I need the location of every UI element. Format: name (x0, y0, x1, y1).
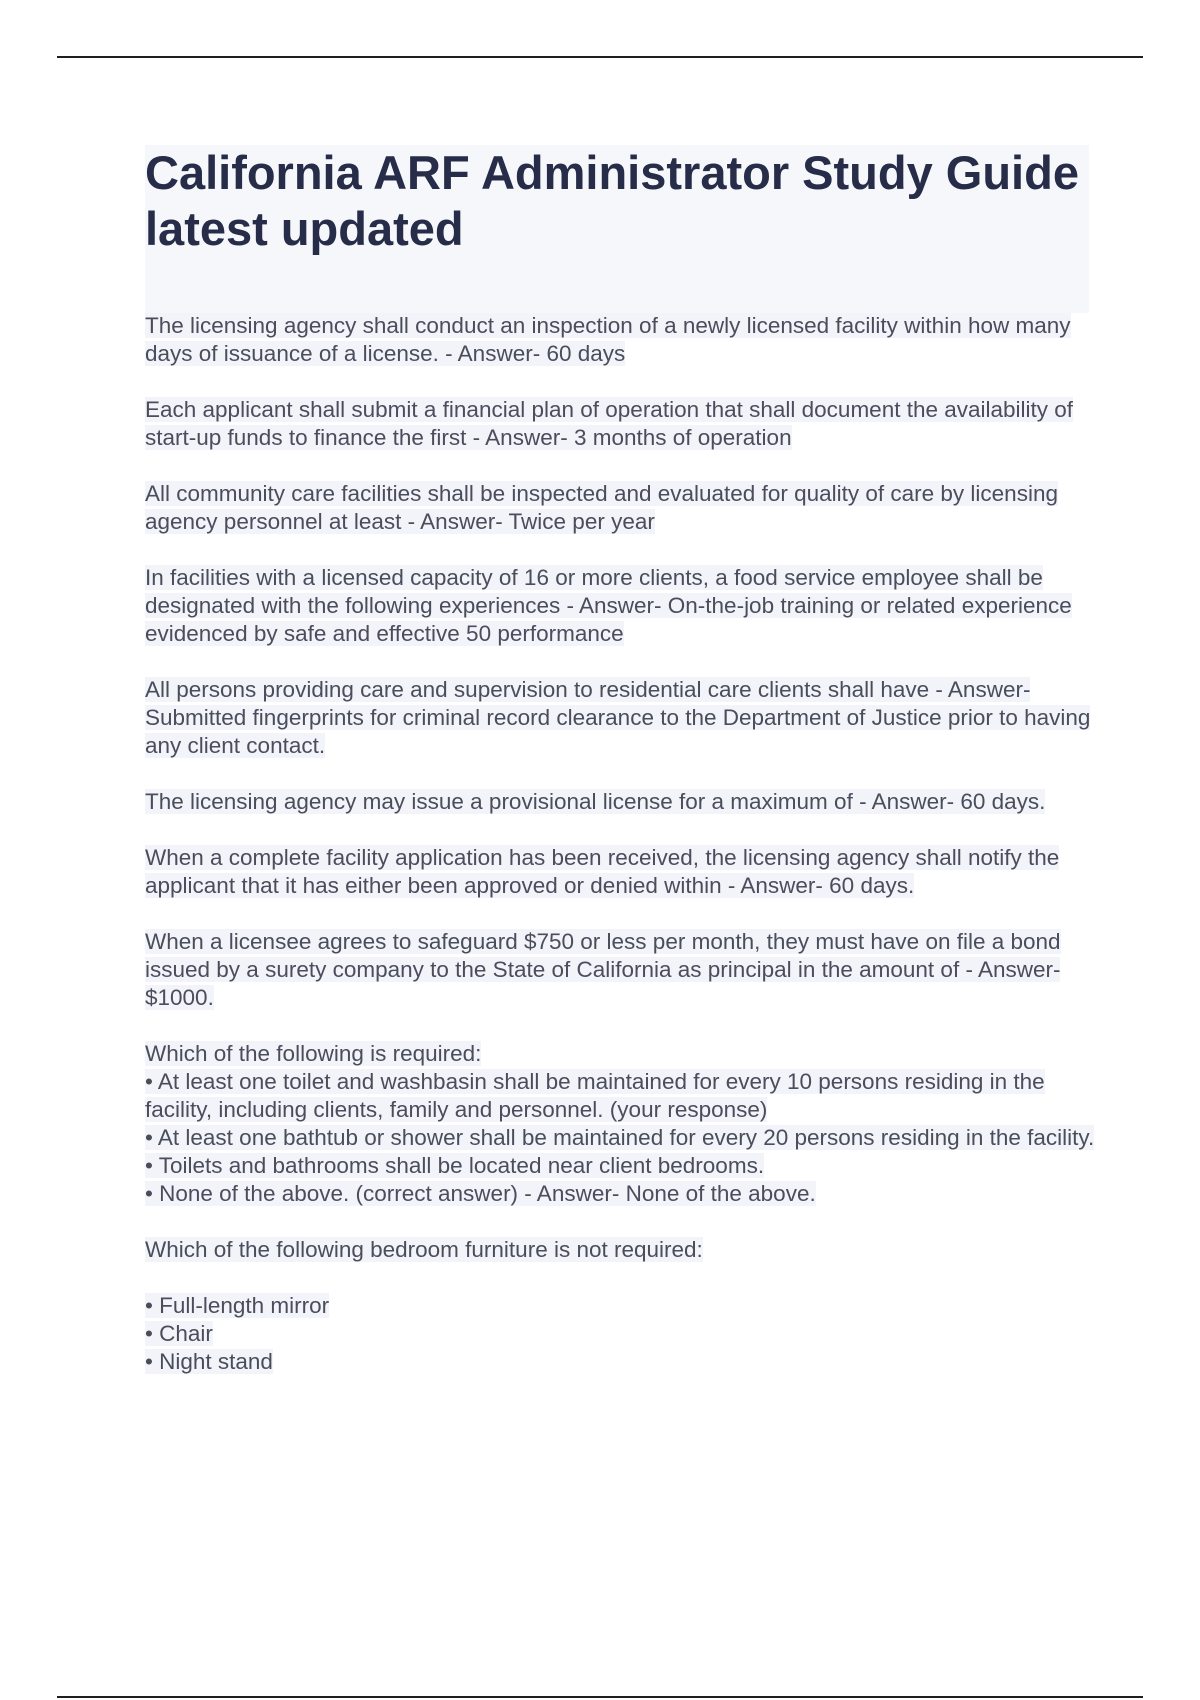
qa-paragraph (145, 844, 1095, 900)
option-item: • Toilets and bathrooms shall be located near client bedrooms. (145, 1153, 765, 1178)
qa-text: All community care facilities shall be inspected and evaluated for quality of care by licensing agency personnel at least - Answer- Twice per year (145, 481, 1058, 534)
option-item: • Chair (145, 1321, 213, 1346)
option-item: • Full-length mirror (145, 1293, 330, 1318)
qa-paragraph (145, 928, 1095, 1012)
qa-paragraph (145, 564, 1095, 648)
qa-text: Each applicant shall submit a financial plan of operation that shall document the availability of start-up funds to finance the first - Answer- 3 months of operation (145, 397, 1074, 450)
qa-paragraph (145, 788, 1095, 816)
option-item: • At least one bathtub or shower shall be maintained for every 20 persons residing in the facility. (145, 1125, 1095, 1150)
qa-paragraph (145, 480, 1095, 536)
qa-text: In facilities with a licensed capacity of 16 or more clients, a food service employee shall be designated with the following experiences - Answer- On-the-job training or related experience evidenced by safe and effective 50 performance (145, 565, 1072, 646)
qa-paragraph (145, 312, 1095, 368)
qa-paragraph (145, 676, 1095, 760)
top-rule (57, 56, 1143, 58)
question-furniture (145, 1236, 1095, 1376)
title-block (145, 145, 1089, 313)
option-item: • None of the above. (correct answer) - Answer- None of the above. (145, 1181, 816, 1206)
option-item: • At least one toilet and washbasin shall be maintained for every 10 persons residing in the facility, including clients, family and personnel. (your response) (145, 1069, 1045, 1122)
bottom-rule (57, 1696, 1143, 1698)
document-body (145, 312, 1095, 1404)
qa-text: When a licensee agrees to safeguard $750 or less per month, they must have on file a bond issued by a surety company to the State of California as principal in the amount of - Answer- $1000. (145, 929, 1061, 1010)
qa-text: The licensing agency may issue a provisional license for a maximum of - Answer- 60 days. (145, 789, 1046, 814)
qa-text: All persons providing care and supervision to residential care clients shall have - Answer- Submitted fingerprints for criminal record clearance to the Department of Justice prior to having any client contact. (145, 677, 1091, 758)
question-prompt: Which of the following is required: (145, 1041, 482, 1066)
blank-line (145, 1264, 1095, 1292)
qa-text: When a complete facility application has been received, the licensing agency shall notify the applicant that it has either been approved or denied within - Answer- 60 days. (145, 845, 1060, 898)
document-title: California ARF Administrator Study Guide latest updated (145, 146, 1079, 255)
qa-text: The licensing agency shall conduct an inspection of a newly licensed facility within how many days of issuance of a license. - Answer- 60 days (145, 313, 1071, 366)
question-required (145, 1040, 1095, 1208)
qa-paragraph (145, 396, 1095, 452)
option-item: • Night stand (145, 1349, 273, 1374)
question-prompt: Which of the following bedroom furniture is not required: (145, 1237, 703, 1262)
